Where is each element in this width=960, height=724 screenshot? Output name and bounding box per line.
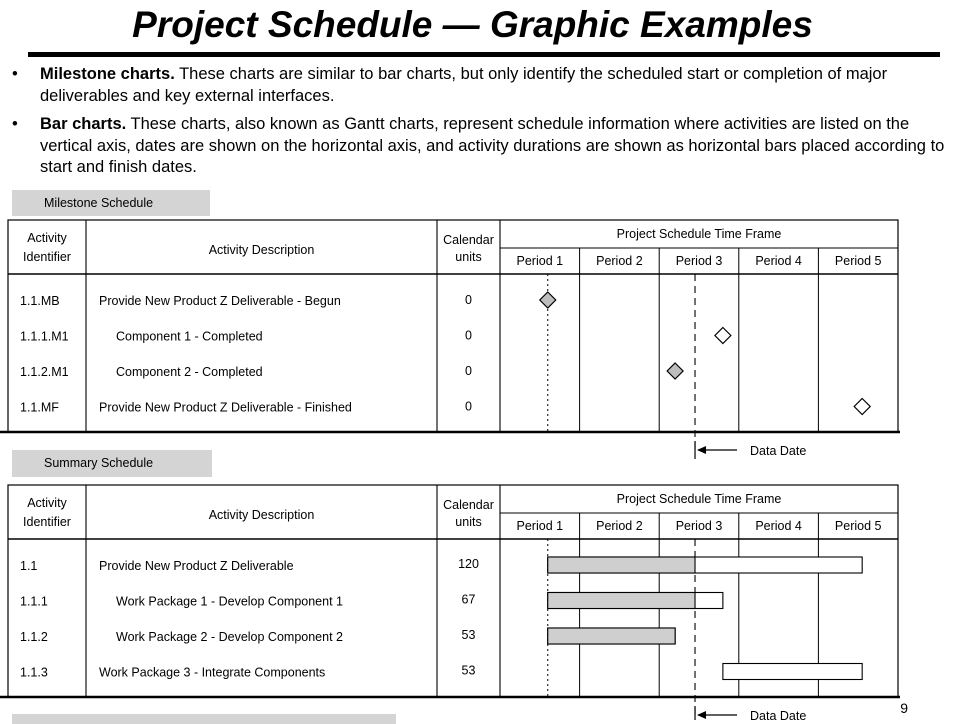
header-timeframe: Project Schedule Time Frame xyxy=(616,227,782,241)
header-description: Activity Description xyxy=(208,243,315,257)
bullet-term: Milestone charts. xyxy=(40,65,175,83)
header-identifier: Identifier xyxy=(23,515,71,529)
row-units: 0 xyxy=(465,364,472,378)
period-header: Period 2 xyxy=(596,254,643,268)
row-description: Provide New Product Z Deliverable - Finished xyxy=(99,400,352,415)
row-identifier: 1.1.MB xyxy=(20,294,60,308)
row-description: Work Package 2 - Develop Component 2 xyxy=(116,630,343,644)
row-units: 0 xyxy=(465,328,472,343)
row-identifier: 1.1 xyxy=(20,559,38,573)
period-header: Period 3 xyxy=(675,519,723,533)
row-units: 53 xyxy=(461,663,476,678)
page-number: 9 xyxy=(900,700,908,716)
period-header: Period 1 xyxy=(516,254,564,268)
data-date-arrow-head xyxy=(697,711,706,719)
row-units: 0 xyxy=(465,293,472,307)
row-description: Provide New Product Z Deliverable - Begun xyxy=(99,294,341,308)
bullet-milestone xyxy=(12,64,952,107)
period-header: Period 5 xyxy=(834,519,882,533)
row-units: 120 xyxy=(458,557,479,571)
period-header: Period 4 xyxy=(755,519,802,533)
period-header: Period 2 xyxy=(596,519,643,533)
row-identifier: 1.1.1 xyxy=(20,594,48,609)
row-description: Component 1 - Completed xyxy=(116,329,263,344)
milestone-schedule-table xyxy=(0,218,960,468)
activity-bar-progress xyxy=(548,593,695,609)
next-section-label xyxy=(12,714,396,724)
bullet-list xyxy=(12,64,952,186)
row-identifier: 1.1.1.M1 xyxy=(20,329,69,344)
header-units: units xyxy=(455,250,482,264)
period-header: Period 5 xyxy=(834,254,882,268)
data-date-label: Data Date xyxy=(750,444,807,458)
row-units: 0 xyxy=(465,399,472,414)
title-rule xyxy=(28,52,940,57)
summary-section-label: Summary Schedule xyxy=(12,450,212,477)
row-identifier: 1.1.2.M1 xyxy=(20,365,69,379)
header-activity: Activity xyxy=(27,231,67,245)
header-calendar: Calendar xyxy=(443,233,494,247)
row-description: Provide New Product Z Deliverable xyxy=(99,559,294,573)
activity-bar-progress xyxy=(548,557,695,573)
data-date-arrow-head xyxy=(697,446,706,454)
bullet-text: These charts, also known as Gantt charts, represent schedule information where activities are listed on the vertical axis, dates are shown on the horizontal axis, and activity durations are shown as horizontal bars placed according to start and finish dates. xyxy=(40,115,945,176)
row-units: 67 xyxy=(461,592,476,607)
row-description: Component 2 - Completed xyxy=(116,365,263,379)
bullet-bar xyxy=(12,114,952,179)
bullet-dot: • xyxy=(12,115,18,133)
period-header: Period 4 xyxy=(755,254,802,268)
period-header: Period 3 xyxy=(675,254,723,268)
bullet-term: Bar charts. xyxy=(40,115,127,133)
header-timeframe: Project Schedule Time Frame xyxy=(616,492,782,506)
row-units: 53 xyxy=(461,628,476,642)
row-identifier: 1.1.2 xyxy=(20,630,48,644)
activity-bar xyxy=(723,664,862,680)
row-identifier: 1.1.3 xyxy=(20,665,48,680)
header-activity: Activity xyxy=(27,496,67,510)
header-units: units xyxy=(455,515,482,529)
row-description: Work Package 3 - Integrate Components xyxy=(99,665,326,680)
page-title: Project Schedule — Graphic Examples xyxy=(132,4,813,45)
header-calendar: Calendar xyxy=(443,498,494,512)
row-description: Work Package 1 - Develop Component 1 xyxy=(116,594,343,609)
activity-bar-progress xyxy=(548,628,675,644)
summary-schedule-table xyxy=(0,483,960,720)
bullet-text: These charts are similar to bar charts, but only identify the scheduled start or completion of major deliverables and key external interfaces. xyxy=(40,65,888,105)
header-description: Activity Description xyxy=(208,508,315,522)
bullet-dot: • xyxy=(12,65,18,83)
header-identifier: Identifier xyxy=(23,250,71,264)
row-identifier: 1.1.MF xyxy=(20,400,59,415)
data-date-label: Data Date xyxy=(750,709,807,720)
period-header: Period 1 xyxy=(516,519,564,533)
milestone-section-label: Milestone Schedule xyxy=(12,190,210,216)
